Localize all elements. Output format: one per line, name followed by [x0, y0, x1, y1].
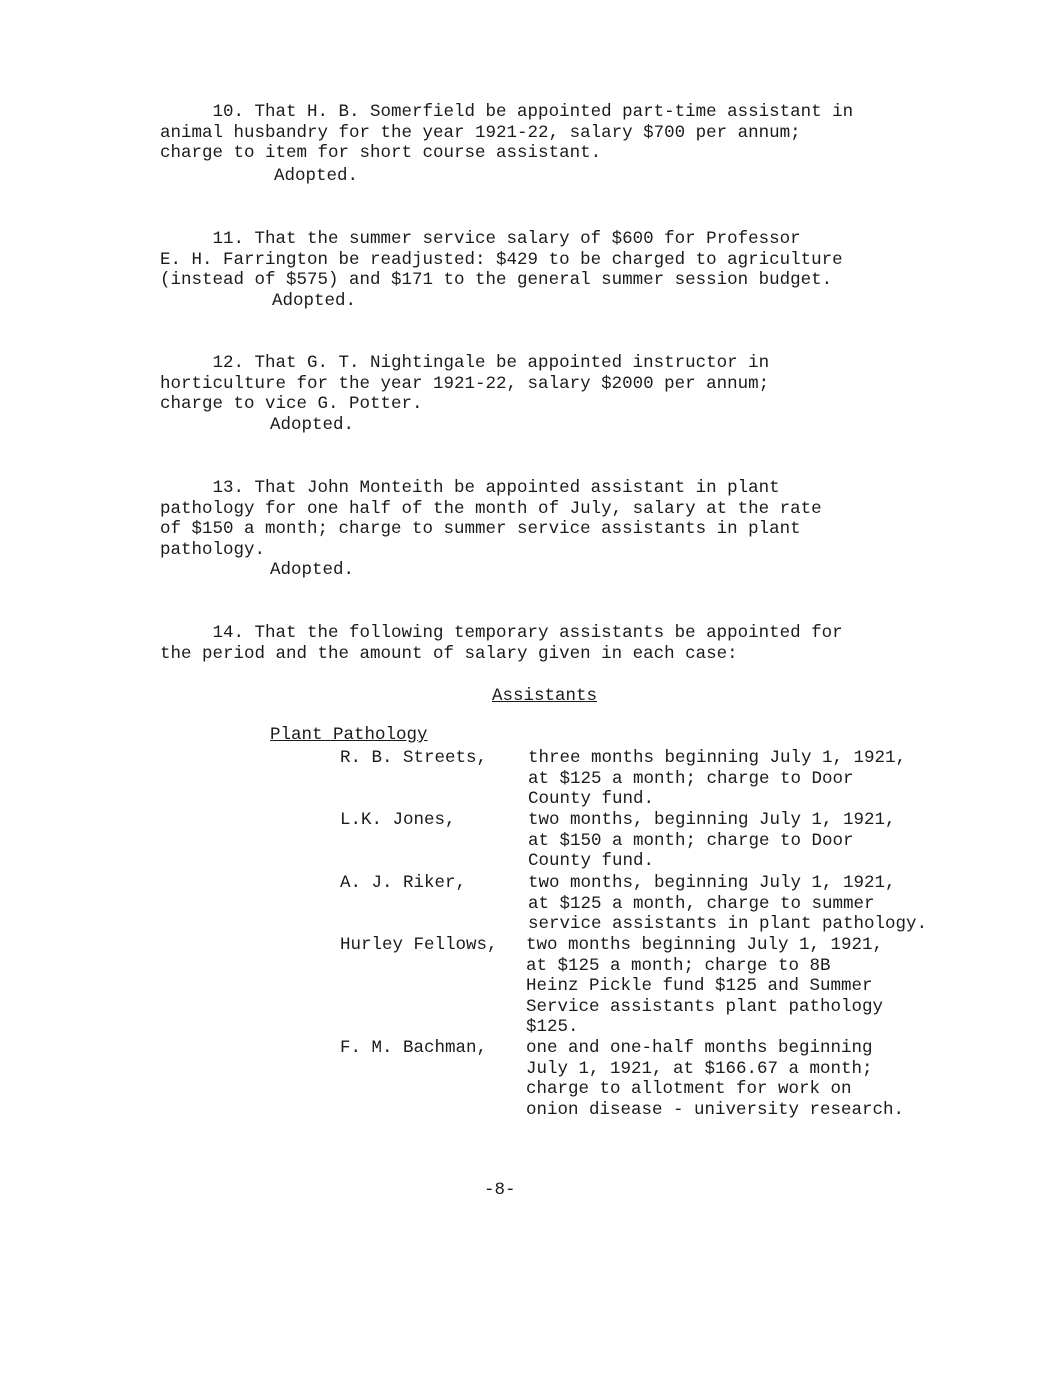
- assistant-name: L.K. Jones,: [340, 810, 456, 830]
- detail-line: two months, beginning July 1, 1921,: [528, 873, 896, 893]
- detail-line: at $125 a month, charge to summer: [528, 893, 875, 914]
- item-line: charge to vice G. Potter.: [160, 394, 423, 415]
- detail-line: at $150 a month; charge to Door: [528, 830, 854, 851]
- item-line: pathology.: [160, 539, 266, 560]
- assistant-details: [526, 935, 996, 1038]
- detail-line: Service assistants plant pathology: [526, 996, 884, 1017]
- item-line: horticulture for the year 1921-22, salary $2000 per annum;: [160, 373, 770, 394]
- assistant-details: [528, 748, 998, 810]
- item-line: E. H. Farrington be readjusted: $429 to be charged to agriculture: [160, 249, 843, 270]
- item-line: pathology for one half of the month of July, salary at the rate: [160, 498, 822, 519]
- department-heading: Plant Pathology: [270, 725, 428, 745]
- item-line: the period and the amount of salary given in each case:: [160, 643, 738, 664]
- assistant-details: [528, 810, 998, 872]
- detail-line: two months beginning July 1, 1921,: [526, 935, 884, 955]
- assistants-heading: Assistants: [492, 686, 598, 706]
- item-line: 12. That G. T. Nightingale be appointed instructor in: [160, 353, 770, 373]
- item-line: of $150 a month; charge to summer service assistants in plant: [160, 519, 801, 540]
- detail-line: service assistants in plant pathology.: [528, 914, 928, 935]
- assistant-name: F. M. Bachman,: [340, 1038, 488, 1058]
- adopted-status: Adopted.: [270, 415, 355, 435]
- adopted-status: Adopted.: [274, 166, 359, 186]
- assistant-name: A. J. Riker,: [340, 873, 467, 893]
- resolution-item-12: [160, 353, 990, 415]
- detail-line: charge to allotment for work on: [526, 1079, 852, 1100]
- item-line: 13. That John Monteith be appointed assistant in plant: [160, 478, 780, 498]
- resolution-item-10: [160, 102, 990, 164]
- item-line: charge to item for short course assistant.: [160, 143, 602, 164]
- detail-line: one and one-half months beginning: [526, 1038, 873, 1058]
- resolution-item-11: [160, 229, 990, 291]
- detail-line: Heinz Pickle fund $125 and Summer: [526, 976, 873, 997]
- item-line: animal husbandry for the year 1921-22, salary $700 per annum;: [160, 122, 801, 143]
- detail-line: onion disease - university research.: [526, 1099, 905, 1120]
- adopted-status: Adopted.: [270, 560, 355, 580]
- adopted-status: Adopted.: [272, 291, 357, 311]
- assistant-details: [526, 1038, 996, 1120]
- detail-line: at $125 a month; charge to Door: [528, 768, 854, 789]
- assistant-name: Hurley Fellows,: [340, 935, 498, 955]
- item-line: (instead of $575) and $171 to the general summer session budget.: [160, 270, 833, 291]
- resolution-item-13: [160, 478, 990, 560]
- detail-line: $125.: [526, 1017, 579, 1038]
- item-line: 11. That the summer service salary of $600 for Professor: [160, 229, 801, 249]
- page-number: -8-: [484, 1180, 516, 1200]
- resolution-item-14: [160, 623, 990, 664]
- detail-line: at $125 a month; charge to 8B: [526, 955, 831, 976]
- item-line: 14. That the following temporary assistants be appointed for: [160, 623, 843, 643]
- assistant-details: [528, 873, 998, 935]
- detail-line: two months, beginning July 1, 1921,: [528, 810, 896, 830]
- detail-line: County fund.: [528, 851, 655, 872]
- detail-line: County fund.: [528, 789, 655, 810]
- assistant-name: R. B. Streets,: [340, 748, 488, 768]
- item-line: 10. That H. B. Somerfield be appointed part-time assistant in: [160, 102, 854, 122]
- detail-line: July 1, 1921, at $166.67 a month;: [526, 1058, 873, 1079]
- detail-line: three months beginning July 1, 1921,: [528, 748, 907, 768]
